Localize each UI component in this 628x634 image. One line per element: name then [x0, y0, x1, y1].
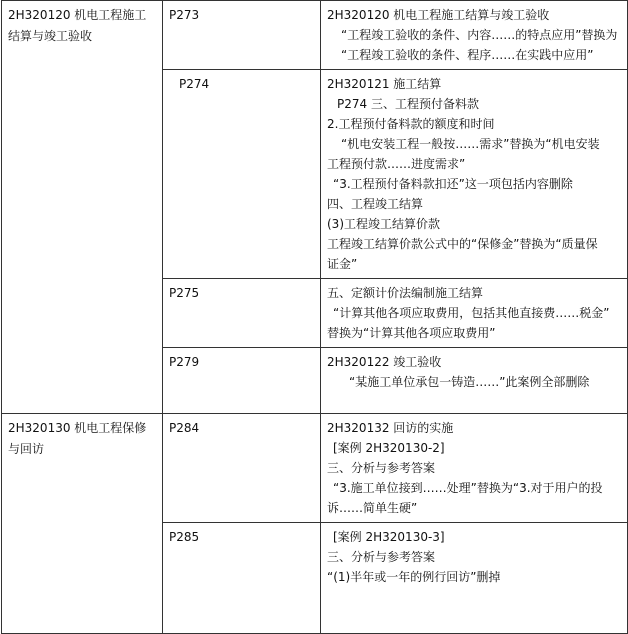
- page-ref-cell: [163, 1, 321, 70]
- change-line: P274 三、工程预付备料款: [337, 97, 479, 111]
- change-description-cell: [321, 1, 628, 70]
- page-ref-cell: [163, 414, 321, 523]
- change-description-cell: [321, 279, 628, 348]
- change-line: “工程竣工验收的条件、程序……在实践中应用”: [341, 48, 594, 62]
- change-line: 工程竣工结算价款公式中的“保修金”替换为“质量保: [327, 237, 598, 251]
- change-line: 五、定额计价法编制施工结算: [327, 286, 484, 300]
- change-line: 替换为“计算其他各项应取费用”: [327, 326, 496, 340]
- change-line: “计算其他各项应取费用，包括其他直接费……税金”: [333, 306, 610, 320]
- change-line: 2H320132 回访的实施: [327, 421, 454, 435]
- change-line: 四、工程竣工结算: [327, 197, 424, 211]
- change-line: 三、分析与参考答案: [327, 550, 436, 564]
- page-ref: P274: [179, 77, 210, 91]
- change-description-cell: [321, 348, 628, 414]
- change-description-cell: [321, 70, 628, 279]
- change-line: “某施工单位承包一铸造……”此案例全部删除: [349, 375, 590, 389]
- table-row: [2, 1, 628, 70]
- change-line: 三、分析与参考答案: [327, 461, 436, 475]
- change-line: 2.工程预付备料款的额度和时间: [327, 117, 495, 131]
- section-title: 2H320120 机电工程施工结算与竣工验收: [8, 8, 147, 43]
- change-line: 证金”: [327, 257, 358, 271]
- change-line: 2H320120 机电工程施工结算与竣工验收: [327, 8, 550, 22]
- page-ref: P285: [169, 530, 200, 544]
- change-line: (3)工程竣工结算价款: [327, 217, 440, 231]
- page-ref: P284: [169, 421, 200, 435]
- change-line: 工程预付款……进度需求”: [327, 157, 466, 171]
- table-row: [2, 414, 628, 523]
- page-ref-cell: [163, 279, 321, 348]
- section-title: 2H320130 机电工程保修与回访: [8, 421, 147, 456]
- page-ref-cell: [163, 70, 321, 279]
- section-title-cell: [2, 414, 163, 634]
- errata-table: [1, 0, 628, 634]
- page-ref: P273: [169, 8, 200, 22]
- page-ref-cell: [163, 523, 321, 634]
- change-line: “工程竣工验收的条件、内容……的特点应用”替换为: [341, 28, 618, 42]
- change-line: “(1)半年或一年的例行回访”删掉: [327, 570, 501, 584]
- change-line: 2H320121 施工结算: [327, 77, 442, 91]
- change-description-cell: [321, 523, 628, 634]
- change-line: [案例 2H320130-3]: [333, 530, 445, 544]
- section-title-cell: [2, 1, 163, 414]
- change-line: “机电安装工程一般按……需求”替换为“机电安装: [341, 137, 600, 151]
- change-line: “3.施工单位接到……处理”替换为“3.对于用户的投: [333, 481, 603, 495]
- page-ref: P279: [169, 355, 200, 369]
- change-line: [案例 2H320130-2]: [333, 441, 445, 455]
- change-description-cell: [321, 414, 628, 523]
- page-ref: P275: [169, 286, 200, 300]
- change-line: “3.工程预付备料款扣还”这一项包括内容删除: [333, 177, 573, 191]
- change-line: 2H320122 竣工验收: [327, 355, 442, 369]
- change-line: 诉……简单生硬”: [327, 501, 418, 515]
- page-ref-cell: [163, 348, 321, 414]
